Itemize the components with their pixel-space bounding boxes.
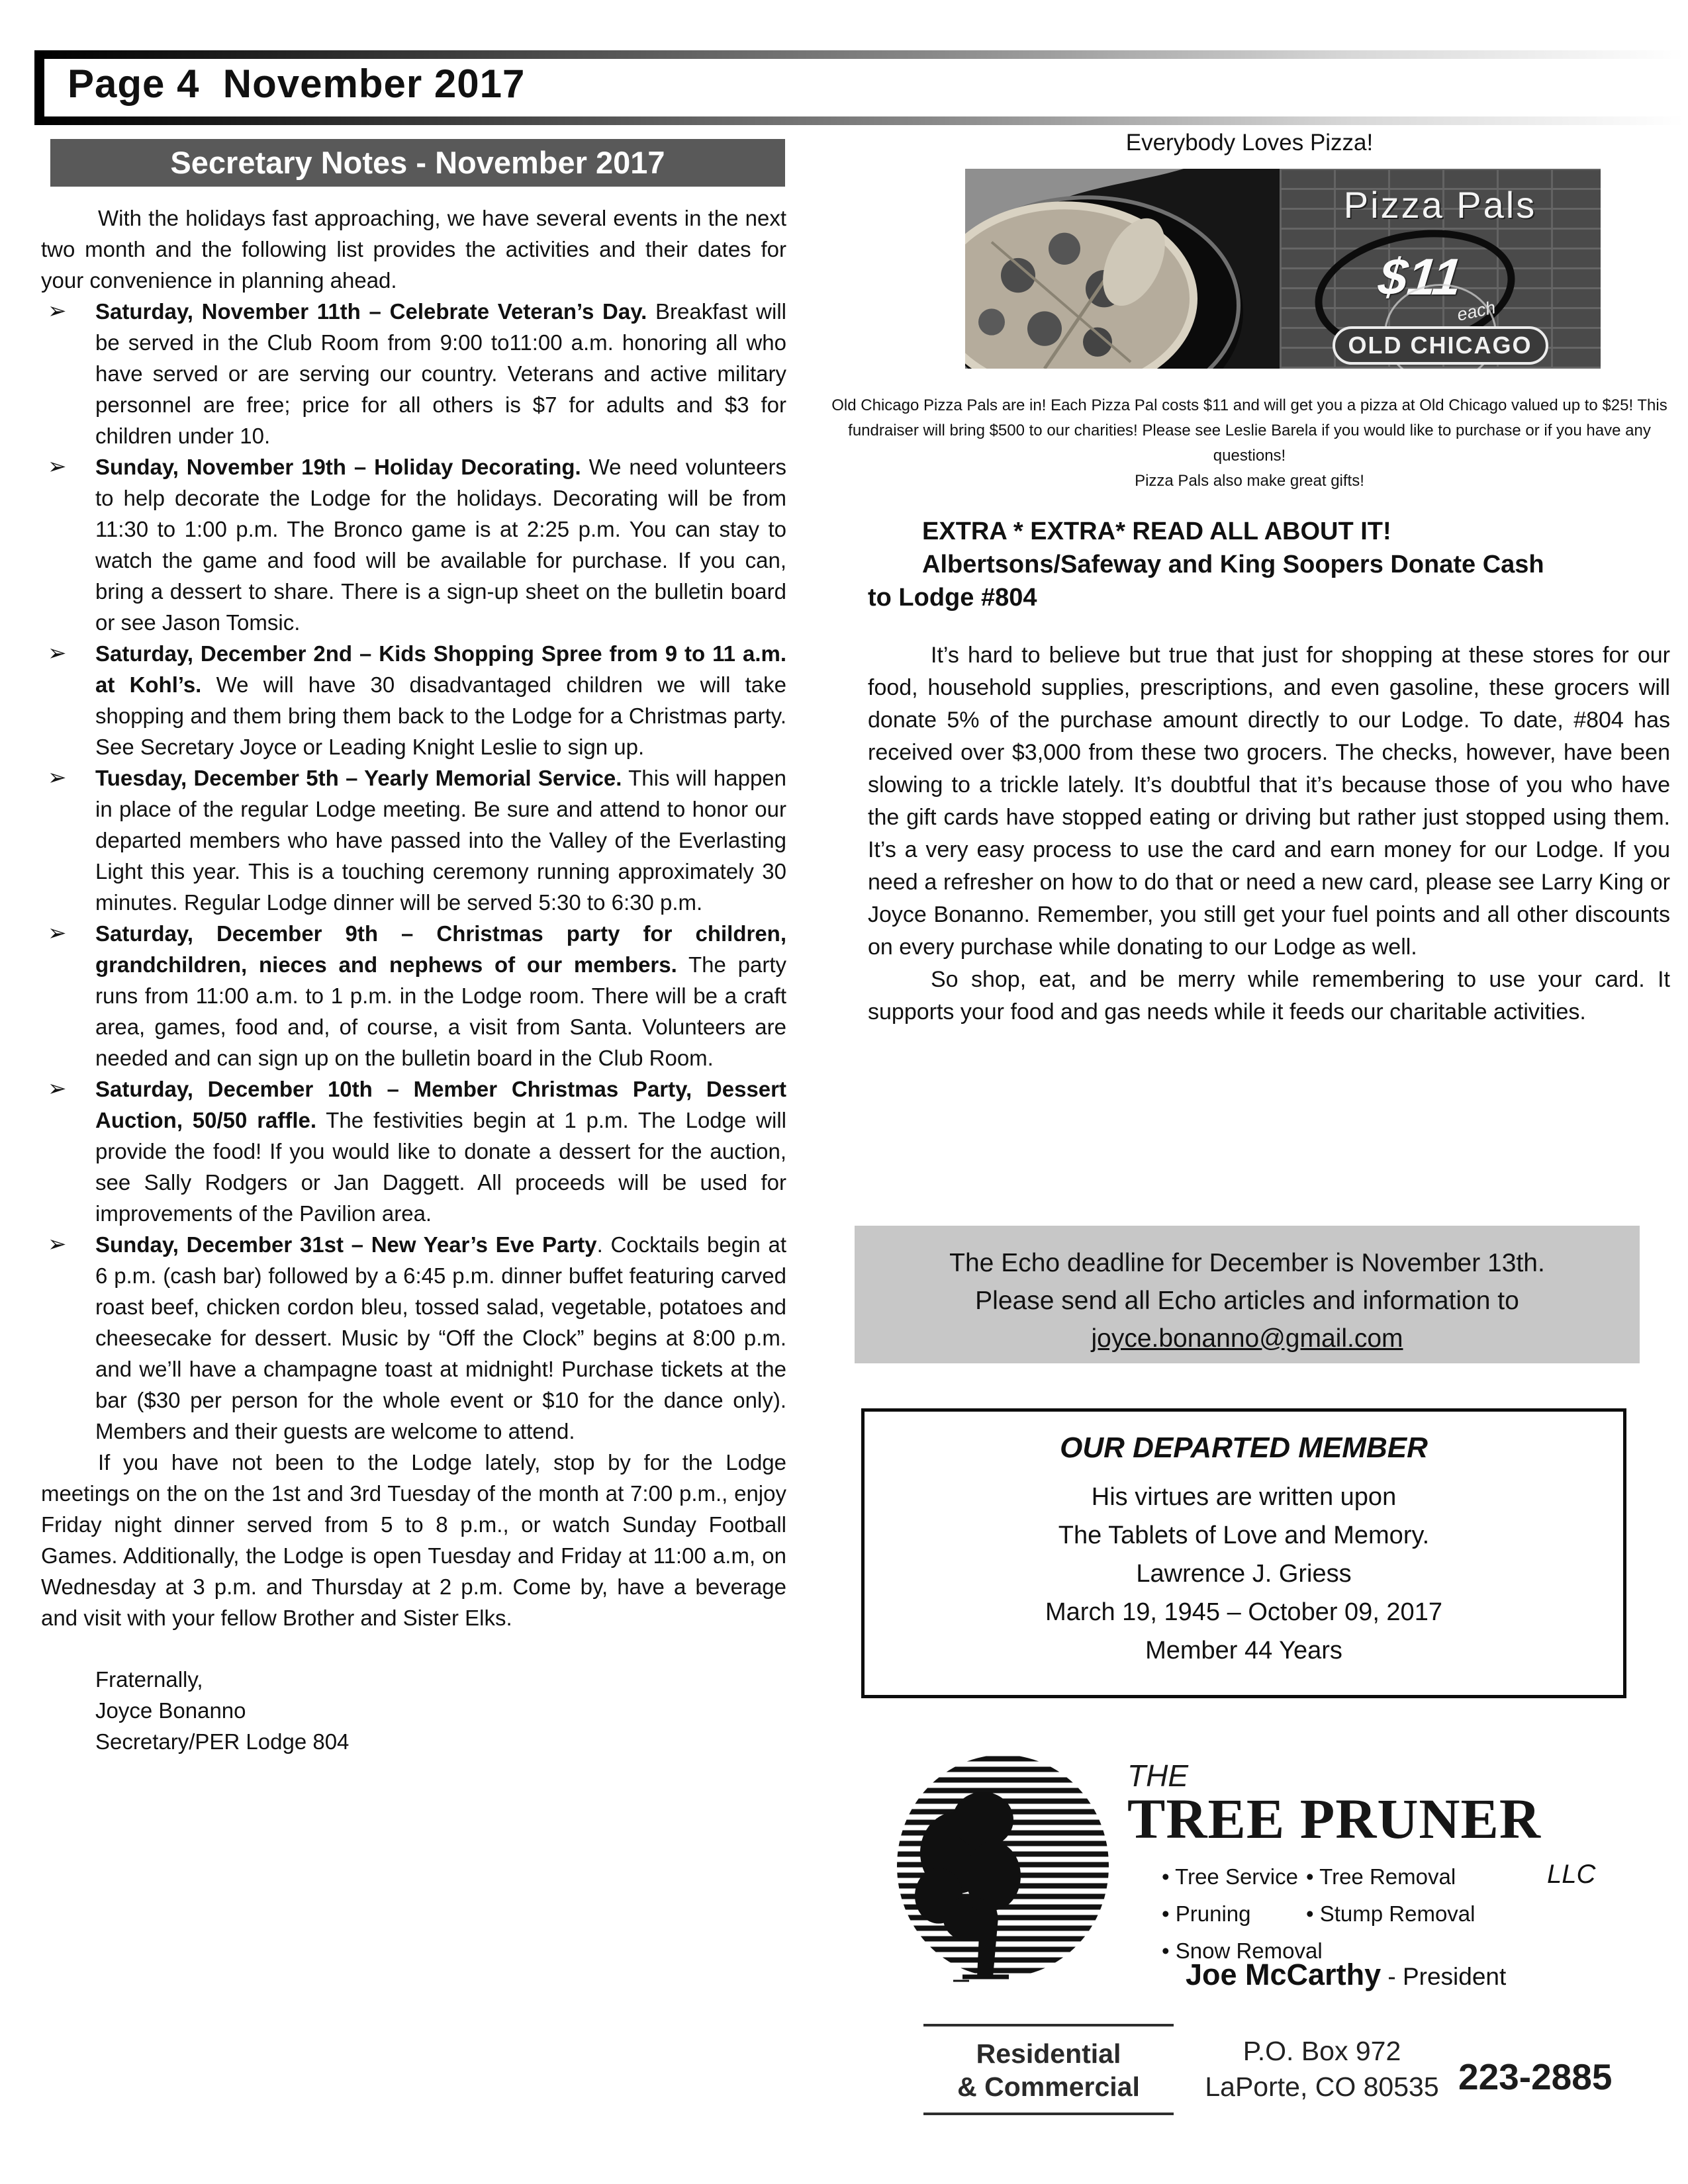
old-chicago-badge-area — [1280, 326, 1601, 365]
caption-line: questions! — [1213, 447, 1286, 465]
header-gradient-rule-top — [34, 50, 1684, 59]
services-column-2 — [1306, 1858, 1476, 1933]
pizza-pals-logo-text: Pizza Pals — [1343, 184, 1537, 226]
event-item-kids-shopping-spree — [41, 638, 786, 762]
caption-line: Pizza Pals also make great gifts! — [1135, 472, 1364, 490]
echo-deadline-line1: The Echo deadline for December is November 13th. — [949, 1249, 1545, 1277]
address-line-2: LaPorte, CO 80535 — [1205, 2071, 1439, 2102]
arrow-bullet-icon: ➢ — [48, 641, 67, 666]
arrow-bullet-icon: ➢ — [48, 921, 67, 946]
event-text: . Cocktails begin at 6 p.m. (cash bar) followed by a 6:45 p.m. dinner buffet featuring carved roast beef, chicken cordon bleu, tossed salad, vegetable, potatoes and cheesecake for dessert. Music by “Off the Clock” begins at 8:00 p.m. and we’ll have a champagne toast at midnight! Purchase tickets at the bar ($30 per person for the whole event or $10 for the dance only). Members and their guests are welcome to attend. — [95, 1232, 787, 1443]
event-text: Breakfast will be served in the Club Room from 9:00 to11:00 a.m. honoring all who have served or are serving our country. Veterans and active military personnel are free; price for all others is $7 for adults and $3 for children under 10. — [95, 299, 787, 448]
event-text: We will have 30 disadvantaged children we will take shopping and them bring them back to the Lodge for a Christmas party. See Secretary Joyce or Leading Knight Leslie to sign up. — [95, 672, 787, 759]
extra-headline — [868, 515, 1669, 614]
arrow-bullet-icon: ➢ — [48, 298, 67, 324]
service-item: • Stump Removal — [1306, 1895, 1476, 1933]
event-text: The festivities begin at 1 p.m. The Lodge will provide the food! If you would like to donate a dessert for the auction, see Sally Rodgers or Jan Daggett. All proceeds will be used for improvements of the Pavilion area. — [95, 1108, 786, 1226]
event-item-veterans-day — [41, 296, 786, 451]
event-item-memorial-service — [41, 762, 786, 918]
event-date-bold: Saturday, December 9th – Christmas party for children, grandchildren, nieces and nephews of our members. — [95, 921, 786, 977]
signature-name: Joyce Bonanno — [95, 1698, 246, 1723]
pizza-brick-panel — [1280, 169, 1601, 369]
signature-salutation: Fraternally, — [95, 1667, 203, 1692]
address-line-1: P.O. Box 972 — [1243, 2036, 1401, 2066]
service-item: • Pruning — [1162, 1895, 1323, 1933]
pizza-caption — [831, 393, 1668, 494]
event-item-member-christmas-party — [41, 1073, 786, 1229]
event-date-bold: Sunday, November 19th – Holiday Decorating. — [95, 455, 581, 479]
president-name: Joe McCarthy — [1186, 1958, 1382, 1991]
pizza-pals-graphic — [965, 169, 1601, 369]
extra-headline-line3: to Lodge #804 — [868, 584, 1037, 612]
president-line — [1186, 1958, 1506, 1992]
pizza-price-note: each — [1455, 297, 1497, 325]
arrow-bullet-icon: ➢ — [48, 1076, 67, 1101]
market-line-2: & Commercial — [957, 2071, 1140, 2102]
pizza-headline: Everybody Loves Pizza! — [1125, 130, 1374, 156]
old-chicago-badge: OLD CHICAGO — [1333, 326, 1548, 365]
ad-phone-number: 223-2885 — [1458, 2056, 1613, 2097]
departed-member-name: Lawrence J. Griess — [1136, 1560, 1352, 1588]
secretary-notes-column — [41, 203, 786, 1757]
event-item-holiday-decorating — [41, 451, 786, 638]
service-item: • Snow Removal — [1162, 1933, 1323, 1970]
extra-paragraph-2: So shop, eat, and be merry while remembering to use your card. It supports your food and gas needs while it feeds our charitable activities. — [868, 967, 1670, 1024]
departed-verse-line2: The Tablets of Love and Memory. — [1058, 1522, 1430, 1549]
services-column-1 — [1162, 1858, 1323, 1970]
header-left-bar — [34, 50, 44, 125]
secretary-notes-heading: Secretary Notes - November 2017 — [50, 139, 785, 187]
pizza-price: $11 — [1376, 248, 1465, 306]
residential-commercial-label — [923, 2024, 1174, 2115]
header-gradient-rule-bottom — [34, 116, 1684, 125]
president-title: - President — [1387, 1963, 1507, 1990]
pizza-photo — [965, 169, 1280, 369]
departed-member-title: OUR DEPARTED MEMBER — [1060, 1432, 1428, 1464]
ad-address — [1196, 2033, 1448, 2105]
event-date-bold: Tuesday, December 5th – Yearly Memorial Service. — [95, 766, 622, 790]
echo-email-link[interactable]: joyce.bonanno@gmail.com — [1091, 1324, 1403, 1353]
event-text: This will happen in place of the regular Lodge meeting. Be sure and attend to honor our departed members who have passed into the Valley of the Everlasting Light this year. This is a touching ceremony running approximately 30 minutes. Regular Lodge dinner will be served 5:30 to 6:30 p.m. — [95, 766, 786, 915]
signature-title: Secretary/PER Lodge 804 — [95, 1729, 350, 1754]
tree-pruner-ad — [831, 1734, 1668, 2124]
event-date-bold: Saturday, November 11th – Celebrate Veteran’s Day. — [95, 299, 647, 324]
event-text: The party runs from 11:00 a.m. to 1 p.m. in the Lodge room. There will be a craft area, games, food and, of course, a visit from Santa. Volunteers are needed and can sign up on the bulletin board in the Club Room. — [95, 952, 786, 1070]
extra-headline-line2: Albertsons/Safeway and King Soopers Donate Cash — [922, 551, 1544, 578]
tree-pruner-name: TREE PRUNER — [1127, 1787, 1542, 1850]
signature-block — [41, 1664, 786, 1757]
tree-pruner-the: THE — [1127, 1758, 1188, 1793]
departed-member-years: Member 44 Years — [1145, 1637, 1342, 1664]
arrow-bullet-icon: ➢ — [48, 454, 67, 479]
event-text: We need volunteers to help decorate the Lodge for the holidays. Decorating will be from 11:30 to 1:00 p.m. The Bronco game is at 2:25 p.m. You can stay to watch the game and food will be available for purchase. If you can, bring a dessert to share. There is a sign-up sheet on the bulletin board or see Jason Tomsic. — [95, 455, 787, 635]
departed-member-box — [861, 1408, 1626, 1698]
page-title: Page 4 November 2017 — [68, 62, 526, 106]
departed-verse-line1: His virtues are written upon — [1091, 1483, 1397, 1511]
event-date-bold: Saturday, December 10th – Member Christmas Party, Dessert Auction, 50/50 raffle. — [95, 1077, 786, 1132]
extra-paragraph-1: It’s hard to believe but true that just for shopping at these stores for our food, household supplies, prescriptions, and even gasoline, these grocers will donate 5% of the purchase amount directly to our Lodge. To date, #804 has received over $3,000 from these two grocers. The checks, however, have been slowing to a trickle lately. It’s doubtful that it’s because those of you who have the gift cards have stopped eating or driving but rather just stopped using them. It’s a very easy process to use the card and earn money for our Lodge. If you need a refresher on how to do that or need a new card, please see Larry King or Joyce Bonanno. Remember, you still get your fuel points and all other discounts on every purchase while donating to our Lodge as well. — [868, 643, 1670, 960]
service-item: • Tree Service — [1162, 1858, 1323, 1895]
echo-deadline-line2: Please send all Echo articles and information to — [975, 1287, 1519, 1315]
event-item-new-years-eve — [41, 1229, 786, 1447]
arrow-bullet-icon: ➢ — [48, 1232, 67, 1257]
closing-paragraph: If you have not been to the Lodge lately, stop by for the Lodge meetings on the on the 1st and 3rd Tuesday of the month at 7:00 p.m., enjoy Friday night dinner served from 5 to 8 p.m., or watch Sunday Football Games. Additionally, the Lodge is open Tuesday and Friday at 11:00 a.m, on Wednesday at 3 p.m. and Thursday at 2 p.m. Come by, have a beverage and visit with your fellow Brother and Sister Elks. — [41, 1450, 786, 1630]
extra-article-body — [868, 639, 1670, 1028]
market-line-1: Residential — [976, 2038, 1121, 2069]
intro-paragraph: With the holidays fast approaching, we have several events in the next two month and the following list provides the activities and their dates for your convenience in planning ahead. — [41, 206, 786, 293]
tree-logo-icon — [894, 1752, 1112, 1983]
caption-line: Old Chicago Pizza Pals are in! Each Pizza Pal costs $11 and will get you a pizza at Old Chicago valued up to $25! This — [831, 396, 1667, 414]
event-item-childrens-christmas-party — [41, 918, 786, 1073]
caption-line: fundraiser will bring $500 to our charities! Please see Leslie Barela if you would like to purchase or if you have any — [848, 422, 1651, 439]
departed-member-dates: March 19, 1945 – October 09, 2017 — [1045, 1598, 1442, 1626]
tree-pruner-llc: LLC — [1547, 1860, 1596, 1889]
arrow-bullet-icon: ➢ — [48, 765, 67, 790]
echo-deadline-box — [855, 1226, 1640, 1363]
extra-headline-line1: EXTRA * EXTRA* READ ALL ABOUT IT! — [922, 518, 1391, 545]
service-item: • Tree Removal — [1306, 1858, 1476, 1895]
event-date-bold: Saturday, December 2nd – Kids Shopping Spree from 9 to 11 a.m. at Kohl’s. — [95, 641, 786, 697]
event-date-bold: Sunday, December 31st – New Year’s Eve Party — [95, 1232, 597, 1257]
